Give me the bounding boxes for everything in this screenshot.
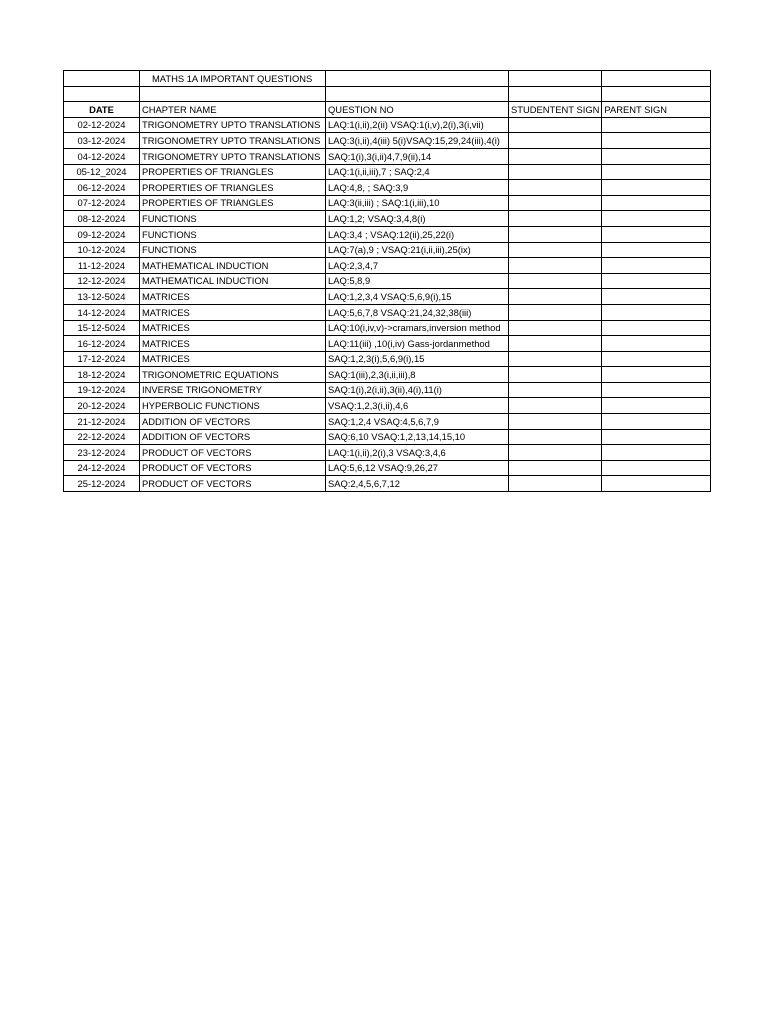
question-cell[interactable]: SAQ:2,4,5,6,7,12 xyxy=(326,476,509,492)
student-sign-cell[interactable] xyxy=(509,273,602,289)
chapter-cell[interactable]: TRIGONOMETRY UPTO TRANSLATIONS xyxy=(140,148,326,164)
parent-sign-cell[interactable] xyxy=(602,351,711,367)
student-sign-cell[interactable] xyxy=(509,164,602,180)
cell[interactable] xyxy=(64,71,140,87)
date-cell[interactable]: 18-12-2024 xyxy=(64,367,140,383)
parent-sign-cell[interactable] xyxy=(602,414,711,430)
date-cell[interactable]: 12-12-2024 xyxy=(64,273,140,289)
chapter-cell[interactable]: MATHEMATICAL INDUCTION xyxy=(140,258,326,274)
date-cell[interactable]: 14-12-2024 xyxy=(64,304,140,320)
header-date[interactable]: DATE xyxy=(64,102,140,118)
chapter-cell[interactable]: TRIGONOMETRIC EQUATIONS xyxy=(140,367,326,383)
table-row xyxy=(64,195,711,211)
parent-sign-cell[interactable] xyxy=(602,304,711,320)
header-question[interactable]: QUESTION NO xyxy=(326,102,509,118)
title-row xyxy=(64,71,711,87)
chapter-cell[interactable]: ADDITION OF VECTORS xyxy=(140,414,326,430)
table-row xyxy=(64,382,711,398)
question-cell[interactable]: LAQ:1,2,3,4 VSAQ:5,6,9(i),15 xyxy=(326,289,509,305)
student-sign-cell[interactable] xyxy=(509,226,602,242)
table-row xyxy=(64,273,711,289)
student-sign-cell[interactable] xyxy=(509,211,602,227)
parent-sign-cell[interactable] xyxy=(602,367,711,383)
date-cell[interactable]: 19-12-2024 xyxy=(64,382,140,398)
parent-sign-cell[interactable] xyxy=(602,180,711,196)
date-cell[interactable]: 23-12-2024 xyxy=(64,445,140,461)
date-cell[interactable]: 22-12-2024 xyxy=(64,429,140,445)
date-cell[interactable]: 05-12_2024 xyxy=(64,164,140,180)
date-cell[interactable]: 10-12-2024 xyxy=(64,242,140,258)
table-row xyxy=(64,258,711,274)
date-cell[interactable]: 09-12-2024 xyxy=(64,226,140,242)
student-sign-cell[interactable] xyxy=(509,429,602,445)
cell[interactable] xyxy=(509,71,602,87)
question-cell[interactable]: LAQ:4,8, ; SAQ:3,9 xyxy=(326,180,509,196)
student-sign-cell[interactable] xyxy=(509,195,602,211)
table-row xyxy=(64,320,711,336)
table-row xyxy=(64,289,711,305)
date-cell[interactable]: 08-12-2024 xyxy=(64,211,140,227)
table-row xyxy=(64,429,711,445)
parent-sign-cell[interactable] xyxy=(602,320,711,336)
date-cell[interactable]: 21-12-2024 xyxy=(64,414,140,430)
question-cell[interactable]: LAQ:7(a),9 ; VSAQ:21(i,ii,iii),25(ix) xyxy=(326,242,509,258)
table-row xyxy=(64,242,711,258)
parent-sign-cell[interactable] xyxy=(602,336,711,352)
table-row xyxy=(64,164,711,180)
parent-sign-cell[interactable] xyxy=(602,148,711,164)
parent-sign-cell[interactable] xyxy=(602,133,711,149)
table-row xyxy=(64,180,711,196)
question-cell[interactable]: LAQ:1(i,ii),2(ii) VSAQ:1(i,v),2(i),3(i,vii) xyxy=(326,117,509,133)
cell[interactable] xyxy=(140,86,326,102)
student-sign-cell[interactable] xyxy=(509,289,602,305)
student-sign-cell[interactable] xyxy=(509,398,602,414)
table-row xyxy=(64,117,711,133)
chapter-cell[interactable]: PRODUCT OF VECTORS xyxy=(140,460,326,476)
table-row xyxy=(64,133,711,149)
blank-row xyxy=(64,86,711,102)
cell[interactable] xyxy=(602,86,711,102)
chapter-cell[interactable]: FUNCTIONS xyxy=(140,242,326,258)
question-cell[interactable]: LAQ:5,8,9 xyxy=(326,273,509,289)
header-student-sign[interactable]: STUDENTENT SIGN xyxy=(509,102,602,118)
chapter-cell[interactable]: PROPERTIES OF TRIANGLES xyxy=(140,180,326,196)
cell[interactable] xyxy=(64,86,140,102)
parent-sign-cell[interactable] xyxy=(602,242,711,258)
chapter-cell[interactable]: PRODUCT OF VECTORS xyxy=(140,445,326,461)
question-cell[interactable]: LAQ:1(i,ii,iii),7 ; SAQ:2,4 xyxy=(326,164,509,180)
student-sign-cell[interactable] xyxy=(509,117,602,133)
header-parent-sign[interactable]: PARENT SIGN xyxy=(602,102,711,118)
date-cell[interactable]: 06-12-2024 xyxy=(64,180,140,196)
cell[interactable] xyxy=(602,71,711,87)
date-cell[interactable]: 13-12-5024 xyxy=(64,289,140,305)
question-cell[interactable]: VSAQ:1,2,3(i,ii),4,6 xyxy=(326,398,509,414)
student-sign-cell[interactable] xyxy=(509,445,602,461)
date-cell[interactable]: 07-12-2024 xyxy=(64,195,140,211)
parent-sign-cell[interactable] xyxy=(602,273,711,289)
chapter-cell[interactable]: FUNCTIONS xyxy=(140,226,326,242)
date-cell[interactable]: 17-12-2024 xyxy=(64,351,140,367)
parent-sign-cell[interactable] xyxy=(602,195,711,211)
chapter-cell[interactable]: MATRICES xyxy=(140,304,326,320)
student-sign-cell[interactable] xyxy=(509,304,602,320)
question-cell[interactable]: LAQ:3(i,ii),4(iii) 5(i)VSAQ:15,29,24(iii),4(i) xyxy=(326,133,509,149)
date-cell[interactable]: 02-12-2024 xyxy=(64,117,140,133)
chapter-cell[interactable]: MATRICES xyxy=(140,289,326,305)
table-row xyxy=(64,148,711,164)
chapter-cell[interactable]: PROPERTIES OF TRIANGLES xyxy=(140,164,326,180)
sheet-title[interactable]: MATHS 1A IMPORTANT QUESTIONS xyxy=(140,71,326,87)
parent-sign-cell[interactable] xyxy=(602,476,711,492)
student-sign-cell[interactable] xyxy=(509,367,602,383)
question-cell[interactable]: LAQ:5,6,7,8 VSAQ:21,24,32,38(iii) xyxy=(326,304,509,320)
chapter-cell[interactable]: MATRICES xyxy=(140,336,326,352)
parent-sign-cell[interactable] xyxy=(602,382,711,398)
student-sign-cell[interactable] xyxy=(509,258,602,274)
parent-sign-cell[interactable] xyxy=(602,289,711,305)
student-sign-cell[interactable] xyxy=(509,180,602,196)
chapter-cell[interactable]: MATHEMATICAL INDUCTION xyxy=(140,273,326,289)
student-sign-cell[interactable] xyxy=(509,148,602,164)
cell[interactable] xyxy=(326,71,509,87)
question-cell[interactable]: SAQ:6,10 VSAQ:1,2,13,14,15,10 xyxy=(326,429,509,445)
parent-sign-cell[interactable] xyxy=(602,445,711,461)
question-cell[interactable]: LAQ:2,3,4,7 xyxy=(326,258,509,274)
question-cell[interactable]: SAQ:1(i),2(i,ii),3(ii),4(i),11(i) xyxy=(326,382,509,398)
table-row xyxy=(64,211,711,227)
question-cell[interactable]: LAQ:5,6,12 VSAQ:9,26,27 xyxy=(326,460,509,476)
student-sign-cell[interactable] xyxy=(509,133,602,149)
chapter-cell[interactable]: ADDITION OF VECTORS xyxy=(140,429,326,445)
chapter-cell[interactable]: INVERSE TRIGONOMETRY xyxy=(140,382,326,398)
question-cell[interactable]: SAQ:1(iii),2,3(i,ii,iii),8 xyxy=(326,367,509,383)
date-cell[interactable]: 20-12-2024 xyxy=(64,398,140,414)
parent-sign-cell[interactable] xyxy=(602,164,711,180)
chapter-cell[interactable]: MATRICES xyxy=(140,351,326,367)
question-cell[interactable]: LAQ:1(i,ii),2(i),3 VSAQ:3,4,6 xyxy=(326,445,509,461)
student-sign-cell[interactable] xyxy=(509,414,602,430)
question-cell[interactable]: LAQ:11(iii) ,10(i,iv) Gass-jordanmethod xyxy=(326,336,509,352)
question-cell[interactable]: LAQ:3(ii,iii) ; SAQ:1(i,iii),10 xyxy=(326,195,509,211)
student-sign-cell[interactable] xyxy=(509,476,602,492)
table-row xyxy=(64,414,711,430)
chapter-cell[interactable]: PRODUCT OF VECTORS xyxy=(140,476,326,492)
date-cell[interactable]: 25-12-2024 xyxy=(64,476,140,492)
student-sign-cell[interactable] xyxy=(509,460,602,476)
chapter-cell[interactable]: TRIGONOMETRY UPTO TRANSLATIONS xyxy=(140,117,326,133)
date-cell[interactable]: 04-12-2024 xyxy=(64,148,140,164)
parent-sign-cell[interactable] xyxy=(602,429,711,445)
student-sign-cell[interactable] xyxy=(509,320,602,336)
table-row xyxy=(64,226,711,242)
parent-sign-cell[interactable] xyxy=(602,258,711,274)
date-cell[interactable]: 16-12-2024 xyxy=(64,336,140,352)
question-cell[interactable]: SAQ:1(i),3(i,ii)4,7,9(ii),14 xyxy=(326,148,509,164)
date-cell[interactable]: 24-12-2024 xyxy=(64,460,140,476)
question-cell[interactable]: SAQ:1,2,4 VSAQ:4,5,6,7,9 xyxy=(326,414,509,430)
question-cell[interactable]: LAQ:1,2; VSAQ:3,4,8(i) xyxy=(326,211,509,227)
header-chapter[interactable]: CHAPTER NAME xyxy=(140,102,326,118)
chapter-cell[interactable]: TRIGONOMETRY UPTO TRANSLATIONS xyxy=(140,133,326,149)
student-sign-cell[interactable] xyxy=(509,336,602,352)
date-cell[interactable]: 11-12-2024 xyxy=(64,258,140,274)
table-row xyxy=(64,476,711,492)
parent-sign-cell[interactable] xyxy=(602,117,711,133)
parent-sign-cell[interactable] xyxy=(602,398,711,414)
spreadsheet-area xyxy=(63,70,711,492)
student-sign-cell[interactable] xyxy=(509,351,602,367)
question-cell[interactable]: SAQ:1,2,3(i),5,6,9(i),15 xyxy=(326,351,509,367)
cell[interactable] xyxy=(509,86,602,102)
table-row xyxy=(64,398,711,414)
student-sign-cell[interactable] xyxy=(509,242,602,258)
parent-sign-cell[interactable] xyxy=(602,226,711,242)
cell[interactable] xyxy=(326,86,509,102)
table-row xyxy=(64,445,711,461)
student-sign-cell[interactable] xyxy=(509,382,602,398)
questions-table xyxy=(63,70,711,492)
table-row xyxy=(64,351,711,367)
table-row xyxy=(64,367,711,383)
table-row xyxy=(64,336,711,352)
parent-sign-cell[interactable] xyxy=(602,460,711,476)
table-row xyxy=(64,304,711,320)
date-cell[interactable]: 15-12-5024 xyxy=(64,320,140,336)
header-row xyxy=(64,102,711,118)
question-cell[interactable]: LAQ:10(i,iv,v)->cramars,inversion method xyxy=(326,320,509,336)
question-cell[interactable]: LAQ:3,4 ; VSAQ:12(ii),25,22(i) xyxy=(326,226,509,242)
chapter-cell[interactable]: MATRICES xyxy=(140,320,326,336)
chapter-cell[interactable]: PROPERTIES OF TRIANGLES xyxy=(140,195,326,211)
chapter-cell[interactable]: FUNCTIONS xyxy=(140,211,326,227)
table-row xyxy=(64,460,711,476)
parent-sign-cell[interactable] xyxy=(602,211,711,227)
date-cell[interactable]: 03-12-2024 xyxy=(64,133,140,149)
chapter-cell[interactable]: HYPERBOLIC FUNCTIONS xyxy=(140,398,326,414)
